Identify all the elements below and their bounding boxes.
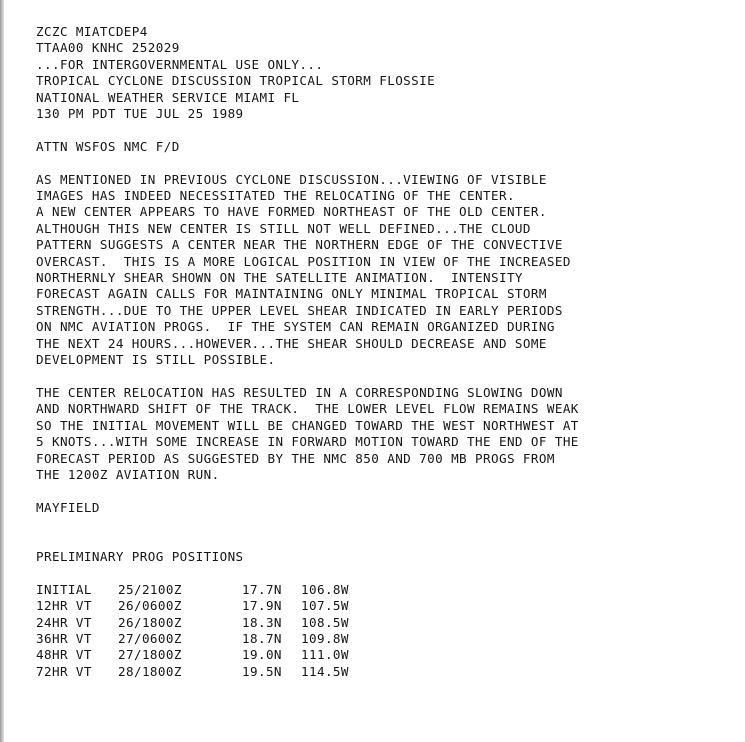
paragraph-line: NORTHERNLY SHEAR SHOWN ON THE SATELLITE ANIMATION. INTENSITY <box>36 270 523 286</box>
spacer <box>36 565 736 581</box>
forecast-period: 12HR VT <box>36 598 92 614</box>
forecast-period: 24HR VT <box>36 614 92 630</box>
latitude: 18.7N <box>242 630 282 646</box>
paragraph-line: ALTHOUGH THIS NEW CENTER IS STILL NOT WELL DEFINED...THE CLOUD <box>36 220 531 236</box>
forecast-period: INITIAL <box>36 581 92 597</box>
table-row <box>36 615 736 631</box>
discussion-document <box>36 24 736 680</box>
valid-time: 25/2100Z <box>118 581 182 597</box>
paragraph-line: AND NORTHWARD SHIFT OF THE TRACK. THE LOWER LEVEL FLOW REMAINS WEAK <box>36 401 579 417</box>
paragraph-line: AS MENTIONED IN PREVIOUS CYCLONE DISCUSSION...VIEWING OF VISIBLE <box>36 171 547 187</box>
table-row <box>36 598 736 614</box>
table-row <box>36 647 736 663</box>
valid-time: 28/1800Z <box>118 663 182 679</box>
valid-time: 26/1800Z <box>118 614 182 630</box>
paragraph-line: STRENGTH...DUE TO THE UPPER LEVEL SHEAR INDICATED IN EARLY PERIODS <box>36 302 563 318</box>
forecast-period: 48HR VT <box>36 647 92 663</box>
longitude: 107.5W <box>301 598 349 614</box>
latitude: 17.9N <box>242 598 282 614</box>
paragraph-line: A NEW CENTER APPEARS TO HAVE FORMED NORTHEAST OF THE OLD CENTER. <box>36 204 547 220</box>
paragraph-line: DEVELOPMENT IS STILL POSSIBLE. <box>36 352 276 368</box>
spacer <box>36 369 736 385</box>
paragraph-line: THE CENTER RELOCATION HAS RESULTED IN A CORRESPONDING SLOWING DOWN <box>36 384 563 400</box>
scan-edge-shadow <box>0 0 4 742</box>
paragraph-line: PATTERN SUGGESTS A CENTER NEAR THE NORTHERN EDGE OF THE CONVECTIVE <box>36 237 563 253</box>
discussion-paragraph-2 <box>36 385 736 483</box>
header-line: 130 PM PDT TUE JUL 25 1989 <box>36 106 244 122</box>
table-row <box>36 582 736 598</box>
valid-time: 26/0600Z <box>118 598 182 614</box>
longitude: 106.8W <box>301 581 349 597</box>
spacer <box>36 155 736 171</box>
paragraph-line: 5 KNOTS...WITH SOME INCREASE IN FORWARD MOTION TOWARD THE END OF THE <box>36 434 579 450</box>
longitude: 114.5W <box>301 663 349 679</box>
prog-positions-title: PRELIMINARY PROG POSITIONS <box>36 548 244 564</box>
spacer <box>36 122 736 138</box>
latitude: 18.3N <box>242 614 282 630</box>
forecast-period: 72HR VT <box>36 663 92 679</box>
valid-time: 27/0600Z <box>118 630 182 646</box>
header-block <box>36 24 736 122</box>
latitude: 19.5N <box>242 663 282 679</box>
paragraph-line: FORECAST PERIOD AS SUGGESTED BY THE NMC 850 AND 700 MB PROGS FROM <box>36 450 555 466</box>
paragraph-line: THE NEXT 24 HOURS...HOWEVER...THE SHEAR SHOULD DECREASE AND SOME <box>36 335 547 351</box>
table-row <box>36 664 736 680</box>
paragraph-line: ON NMC AVIATION PROGS. IF THE SYSTEM CAN REMAIN ORGANIZED DURING <box>36 319 555 335</box>
spacer <box>36 483 736 499</box>
attention-line: ATTN WSFOS NMC F/D <box>36 138 180 154</box>
longitude: 111.0W <box>301 647 349 663</box>
latitude: 17.7N <box>242 581 282 597</box>
latitude: 19.0N <box>242 647 282 663</box>
longitude: 108.5W <box>301 614 349 630</box>
header-line: ...FOR INTERGOVERNMENTAL USE ONLY... <box>36 56 324 72</box>
forecaster-signature: MAYFIELD <box>36 499 100 515</box>
spacer <box>36 516 736 549</box>
longitude: 109.8W <box>301 630 349 646</box>
paragraph-line: SO THE INITIAL MOVEMENT WILL BE CHANGED TOWARD THE WEST NORTHWEST AT <box>36 417 579 433</box>
header-line: ZCZC MIATCDEP4 <box>36 24 148 39</box>
paragraph-line: OVERCAST. THIS IS A MORE LOGICAL POSITION IN VIEW OF THE INCREASED <box>36 253 571 269</box>
paragraph-line: IMAGES HAS INDEED NECESSITATED THE RELOCATING OF THE CENTER. <box>36 188 515 204</box>
header-line: TTAA00 KNHC 252029 <box>36 40 180 56</box>
header-line: TROPICAL CYCLONE DISCUSSION TROPICAL STORM FLOSSIE <box>36 73 436 89</box>
forecast-period: 36HR VT <box>36 630 92 646</box>
table-row <box>36 631 736 647</box>
discussion-paragraph-1 <box>36 172 736 369</box>
paragraph-line: THE 1200Z AVIATION RUN. <box>36 466 220 482</box>
prog-positions-table <box>36 582 736 680</box>
valid-time: 27/1800Z <box>118 647 182 663</box>
paragraph-line: FORECAST AGAIN CALLS FOR MAINTAINING ONLY MINIMAL TROPICAL STORM <box>36 286 547 302</box>
header-line: NATIONAL WEATHER SERVICE MIAMI FL <box>36 89 300 105</box>
